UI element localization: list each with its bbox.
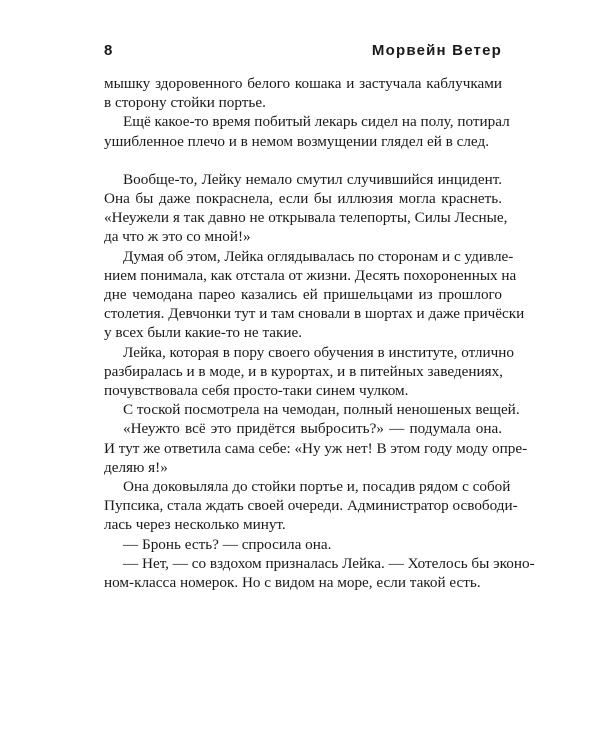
paragraph	[104, 247, 525, 343]
paragraph	[104, 343, 514, 401]
text-line: Вообще-то, Лейку немало смутил случившийся инцидент.	[123, 170, 502, 188]
text-line: ном-класса номерок. Но с видом на море, если такой есть.	[104, 574, 481, 592]
text-line: у всех были какие-то не такие.	[104, 324, 303, 342]
text-line: Она доковыляла до стойки портье и, посадив рядом с собой	[123, 478, 511, 496]
paragraph	[104, 74, 502, 112]
text-line: да что ж это со мной!»	[104, 228, 251, 246]
text-line: столетия. Девчонки тут и там сновали в шортах и даже причёски	[104, 305, 525, 323]
text-line: Думая об этом, Лейка оглядывалась по сторонам и с удивле-	[123, 247, 514, 265]
text-line: лась через несколько минут.	[104, 516, 286, 534]
text-line: — Бронь есть? — спросила она.	[123, 535, 332, 553]
section-break	[104, 151, 502, 170]
text-line: «Неужто всё это придётся выбросить?» — подумала она.	[123, 420, 502, 438]
paragraph	[104, 112, 510, 150]
paragraph	[104, 477, 518, 535]
text-line: мышку здоровенного белого кошака и застучала каблучками	[104, 75, 502, 92]
text-line: Лейка, которая в пору своего обучения в институте, отлично	[123, 343, 514, 361]
running-head-author: Морвейн Ветер	[371, 42, 502, 59]
text-line: деляю я!»	[104, 458, 168, 476]
text-line: С тоской посмотрела на чемодан, полный неношеных вещей.	[123, 401, 520, 419]
paragraph	[104, 554, 535, 592]
text-line: дне чемодана парео казались ей пришельцами из прошлого	[104, 286, 502, 304]
text-line: Она бы даже покраснела, если бы иллюзия могла краснеть.	[104, 190, 502, 208]
text-line: «Неужели я так давно не открывала телепорты, Силы Лесные,	[104, 209, 508, 227]
text-line: — Нет, — со вздохом призналась Лейка. — Хотелось бы эконо-	[123, 554, 535, 572]
text-line: в сторону стойки портье.	[104, 94, 266, 112]
page-number: 8	[104, 42, 113, 59]
text-line: Пупсика, стала ждать своей очереди. Администратор освободи-	[104, 497, 518, 515]
text-line: Ещё какое-то время побитый лекарь сидел на полу, потирал	[123, 113, 510, 131]
paragraph	[104, 419, 528, 477]
text-line: И тут же ответила сама себе: «Ну уж нет! В этом году моду опре-	[104, 439, 528, 457]
text-line: нием понимала, как отстала от жизни. Десять похороненных на	[104, 266, 517, 284]
paragraph	[104, 400, 520, 419]
body-text	[104, 74, 535, 592]
text-line: ушибленное плечо и в немом возмущении глядел ей в след.	[104, 132, 489, 150]
paragraph	[104, 535, 502, 554]
page-header	[104, 42, 502, 64]
text-line: разбиралась и в моде, и в курортах, и в питейных заведениях,	[104, 362, 503, 380]
text-line: почувствовала себя просто-таки синем чулком.	[104, 382, 409, 400]
paragraph	[104, 170, 508, 247]
